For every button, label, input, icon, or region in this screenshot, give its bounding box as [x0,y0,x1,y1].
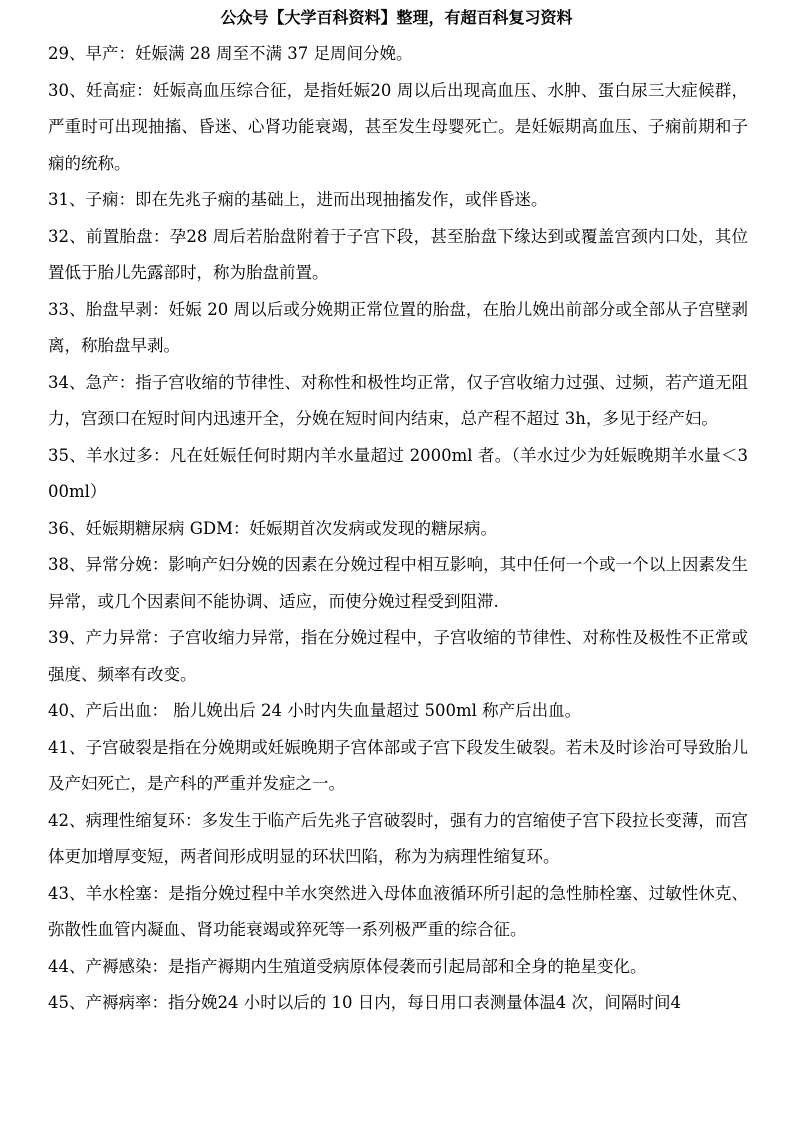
definition-38-abnormal-labor: 38、异常分娩：影响产妇分娩的因素在分娩过程中相互影响，其中任何一个或一个以上因素发生异常，或几个因素间不能协调、适应，而使分娩过程受到阻滞. [48,555,748,611]
definition-40-postpartum-hemorrhage: 40、产后出血： 胎儿娩出后 24 小时内失血量超过 500ml 称产后出血。 [48,701,582,720]
definition-44-puerperal-infection: 44、产褥感染：是指产褥期内生殖道受病原体侵袭而引起局部和全身的艳星变化。 [48,956,647,976]
definition-43-amniotic-fluid-embolism: 43、羊水栓塞：是指分娩过程中羊水突然进入母体血液循环所引起的急性肺栓塞、过敏性休克、弥散性血管内凝血、肾功能衰竭或猝死等一系列极严重的综合征。 [48,883,748,939]
definition-45-puerperal-morbidity: 45、产褥病率：指分娩24 小时以后的 10 日内，每日用口表测量体温4 次，间隔时间4 [48,993,681,1012]
definition-33-placental-abruption: 33、胎盘早剥：妊娠 20 周以后或分娩期正常位置的胎盘，在胎儿娩出前部分或全部从子宫壁剥离，称胎盘早剥。 [48,299,748,355]
page-header: 公众号【大学百科资料】整理，有超百科复习资料 [220,8,573,27]
definition-36-gestational-diabetes: 36、妊娠期糖尿病 GDM：妊娠期首次发病或发现的糖尿病。 [48,518,498,538]
definition-30-pregnancy-hypertension: 30、妊高症：妊娠高血压综合征，是指妊娠20 周以后出现高血压、水肿、蛋白尿三大症候群，严重时可出现抽搐、昏迷、心肾功能衰竭，甚至发生母婴死亡。是妊娠期高血压、子痫前期和子痫的统称。 [48,80,748,173]
definition-31-eclampsia: 31、子痫：即在先兆子痫的基础上，进而出现抽搐发作，或伴昏迷。 [48,190,548,209]
definition-32-placenta-previa: 32、前置胎盘：孕28 周后若胎盘附着于子宫下段，甚至胎盘下缘达到或覆盖宫颈内口处，其位置低于胎儿先露部时，称为胎盘前置。 [48,226,748,282]
document-body [48,36,748,1022]
definition-35-polyhydramnios: 35、羊水过多：凡在妊娠任何时期内羊水量超过 2000ml 者。（羊水过少为妊娠晚期羊水量＜300ml） [48,445,748,501]
definition-39-abnormal-uterine-contraction: 39、产力异常：子宫收缩力异常，指在分娩过程中，子宫收缩的节律性、对称性及极性不正常或强度、频率有改变。 [48,628,748,684]
definition-41-uterine-rupture: 41、子宫破裂是指在分娩期或妊娠晚期子宫体部或子宫下段发生破裂。若未及时诊治可导致胎儿及产妇死亡，是产科的严重并发症之一。 [48,737,748,793]
definition-42-pathological-retraction-ring: 42、病理性缩复环：多发生于临产后先兆子宫破裂时，强有力的宫缩使子宫下段拉长变薄，而宫体更加增厚变短，两者间形成明显的环状凹陷，称为为病理性缩复环。 [48,810,748,866]
definition-34-precipitate-labor: 34、急产：指子宫收缩的节律性、对称性和极性均正常，仅子宫收缩力过强、过频，若产道无阻力，宫颈口在短时间内迅速开全，分娩在短时间内结束，总产程不超过 3h，多见于经产妇。 [48,372,748,428]
definition-29-preterm-birth: 29、早产：妊娠满 28 周至不满 37 足周间分娩。 [48,44,413,63]
